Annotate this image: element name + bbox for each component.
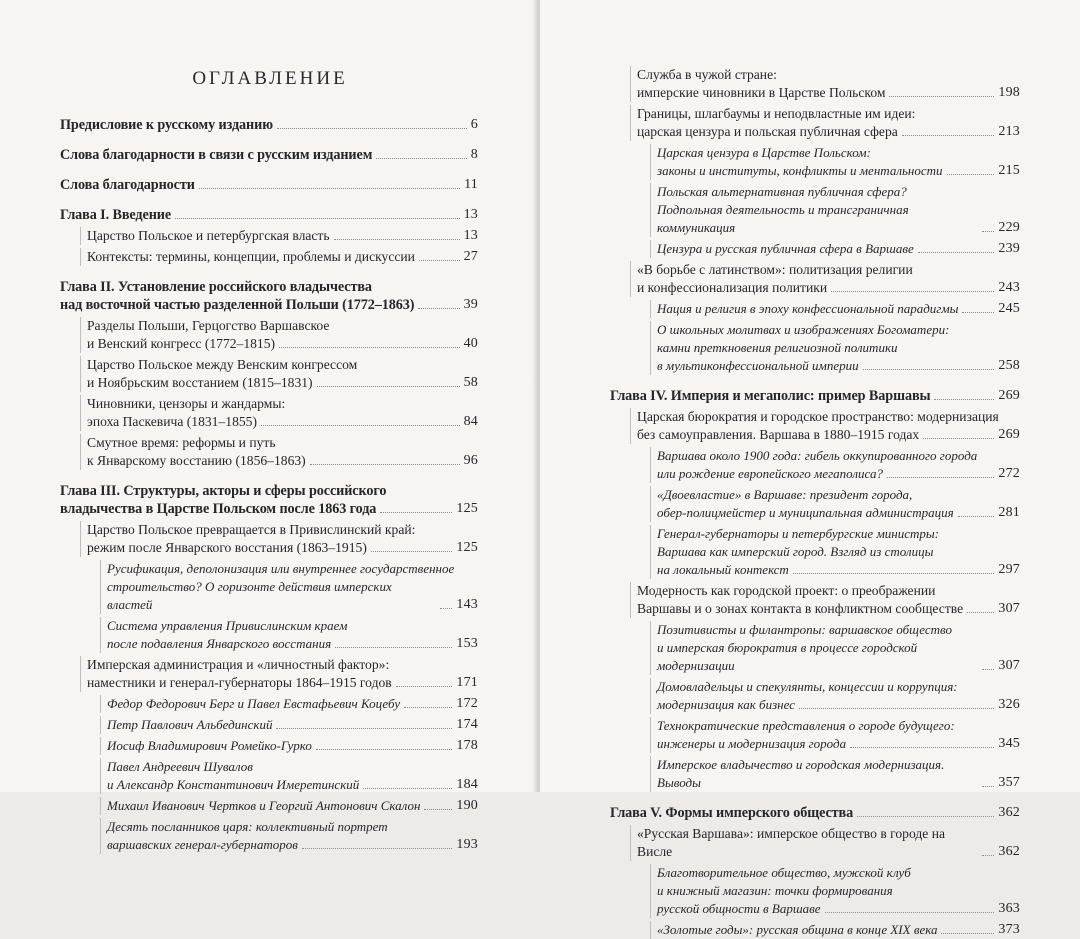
toc-entry-level-3[interactable] <box>650 240 1020 258</box>
dot-leader <box>962 311 994 313</box>
toc-spacer <box>60 266 478 278</box>
toc-entry-title: Нация и религия в эпоху конфессиональной парадигмы <box>657 301 959 316</box>
toc-entry-title: в мультиконфессиональной империи <box>657 358 859 373</box>
toc-page-number: 373 <box>998 922 1020 937</box>
toc-entry-level-1[interactable] <box>610 387 1020 405</box>
dot-leader <box>850 746 994 748</box>
toc-entry-title: Домовладельцы и спекулянты, концессии и коррупция: <box>657 679 958 694</box>
toc-entry-level-1[interactable] <box>610 804 1020 822</box>
toc-entry-level-1[interactable] <box>60 176 478 194</box>
toc-page-number: 8 <box>470 147 478 162</box>
toc-entry-level-3[interactable] <box>650 678 1020 714</box>
toc-entry-title: эпоха Паскевича (1831–1855) <box>87 414 257 429</box>
toc-page-number: 172 <box>456 696 478 711</box>
toc-page-number: 174 <box>456 717 478 732</box>
toc-entry-title: «Золотые годы»: русская община в конце XIX века <box>657 922 938 937</box>
dot-leader <box>277 127 467 129</box>
toc-page-number: 13 <box>463 228 478 243</box>
toc-page-number: 13 <box>463 207 478 222</box>
dot-leader <box>889 95 994 97</box>
toc-entry-title: Глава IV. Империя и мегаполис: пример Варшавы <box>610 388 931 404</box>
toc-list-left <box>60 116 478 854</box>
toc-page-number: 143 <box>456 597 478 612</box>
dot-leader <box>334 238 460 240</box>
toc-entry-level-3[interactable] <box>650 525 1020 579</box>
toc-entry-title: на локальный контекст <box>657 562 789 577</box>
toc-page-number: 258 <box>998 358 1020 373</box>
dot-leader <box>302 847 452 849</box>
dot-leader <box>175 217 460 219</box>
toc-entry-title: и Ноябрьским восстанием (1815–1831) <box>87 375 313 390</box>
toc-entry-level-3[interactable] <box>650 921 1020 939</box>
dot-leader <box>440 607 452 609</box>
toc-entry-level-3[interactable] <box>100 737 478 755</box>
toc-page-number: 198 <box>998 85 1020 100</box>
toc-page-number: 96 <box>463 453 478 468</box>
dot-leader <box>982 668 994 670</box>
dot-leader <box>418 307 459 309</box>
toc-entry-level-1[interactable] <box>60 278 478 314</box>
toc-spacer <box>60 164 478 176</box>
toc-entry-title: Царство Польское и петербургская власть <box>87 228 330 243</box>
toc-entry-title: Генерал-губернаторы и петербургские министры: <box>657 526 939 541</box>
toc-page-number: 272 <box>998 466 1020 481</box>
toc-entry-level-1[interactable] <box>60 206 478 224</box>
toc-entry-level-2[interactable] <box>80 521 478 557</box>
toc-entry-title: Разделы Польши, Герцогство Варшавское <box>87 318 330 333</box>
toc-entry-level-3[interactable] <box>650 756 1020 792</box>
toc-page-number: 269 <box>998 388 1020 403</box>
toc-entry-title: или рождение европейского мегаполиса? <box>657 466 883 481</box>
toc-page-number: 307 <box>998 601 1020 616</box>
dot-leader <box>887 476 994 478</box>
toc-entry-title: Михаил Иванович Чертков и Георгий Антонович Скалон <box>107 798 421 813</box>
toc-entry-title: и Александр Константинович Имеретинский <box>107 777 360 792</box>
toc-entry-title: над восточной частью разделенной Польши (1772–1863) <box>60 297 415 313</box>
toc-page-number: 357 <box>998 775 1020 790</box>
dot-leader <box>419 259 460 261</box>
toc-heading: ОГЛАВЛЕНИЕ <box>192 68 348 89</box>
dot-leader <box>261 424 460 426</box>
toc-entry-title: Иосиф Владимирович Ромейко-Гурко <box>107 738 312 753</box>
toc-page-number: 184 <box>456 777 478 792</box>
toc-entry-title: Имперское владычество и городская модернизация. Выводы <box>657 757 945 790</box>
toc-entry-level-2[interactable] <box>630 66 1020 102</box>
toc-entry-level-2[interactable] <box>80 395 478 431</box>
toc-spacer <box>610 375 1020 387</box>
toc-entry-title: Служба в чужой стране: <box>637 67 777 82</box>
dot-leader <box>923 437 994 439</box>
toc-page-number: 245 <box>998 301 1020 316</box>
dot-leader <box>424 808 452 810</box>
toc-page-number: 27 <box>463 249 478 264</box>
toc-entry-level-3[interactable] <box>650 864 1020 918</box>
toc-page-number: 58 <box>463 375 478 390</box>
toc-entry-title: Технократические представления о городе будущего: <box>657 718 955 733</box>
toc-entry-title: Десять посланников царя: коллективный портрет <box>107 819 388 834</box>
toc-entry-title: к Январскому восстанию (1856–1863) <box>87 453 306 468</box>
toc-entry-title: Цензура и русская публичная сфера в Варшаве <box>657 241 914 256</box>
toc-entry-title: обер-полицмейстер и муниципальная администрация <box>657 505 954 520</box>
toc-entry-title: Глава III. Структуры, акторы и сферы российского <box>60 483 387 499</box>
dot-leader <box>982 230 994 232</box>
toc-entry-title: Глава II. Установление российского владычества <box>60 279 372 295</box>
toc-entry-title: Чиновники, цензоры и жандармы: <box>87 396 286 411</box>
dot-leader <box>317 385 460 387</box>
toc-entry-level-2[interactable] <box>630 261 1020 297</box>
toc-entry-level-1[interactable] <box>60 146 478 164</box>
toc-entry-title: Царство Польское превращается в Привислинский край: <box>87 522 416 537</box>
toc-entry-level-3[interactable] <box>100 560 478 614</box>
toc-entry-title: Границы, шлагбаумы и неподвластные им идеи: <box>637 106 916 121</box>
toc-page-number: 281 <box>998 505 1020 520</box>
dot-leader <box>316 748 453 750</box>
toc-page-number: 239 <box>998 241 1020 256</box>
dot-leader <box>947 173 995 175</box>
toc-entry-title: Слова благодарности <box>60 177 195 193</box>
dot-leader <box>380 511 452 513</box>
toc-entry-level-2[interactable] <box>80 248 478 266</box>
toc-entry-level-2[interactable] <box>80 656 478 692</box>
toc-entry-title: Система управления Привислинским краем <box>107 618 348 633</box>
dot-leader <box>376 157 467 159</box>
toc-page-number: 171 <box>456 675 478 690</box>
toc-entry-title: режим после Январского восстания (1863–1915) <box>87 540 367 555</box>
toc-entry-level-3[interactable] <box>650 144 1020 180</box>
toc-entry-level-2[interactable] <box>80 434 478 470</box>
toc-page-number: 269 <box>998 427 1020 442</box>
toc-entry-title: имперские чиновники в Царстве Польском <box>637 85 886 100</box>
toc-spacer <box>60 470 478 482</box>
dot-leader <box>371 550 453 552</box>
toc-entry-level-3[interactable] <box>100 716 478 734</box>
toc-entry-title: и Венский конгресс (1772–1815) <box>87 336 276 351</box>
toc-page-number: 6 <box>470 117 478 132</box>
toc-entry-title: Федор Федорович Берг и Павел Евстафьевич Коцебу <box>107 696 401 711</box>
dot-leader <box>863 368 995 370</box>
toc-page-number: 40 <box>463 336 478 351</box>
toc-entry-level-3[interactable] <box>650 321 1020 375</box>
toc-page-number: 345 <box>998 736 1020 751</box>
toc-entry-level-3[interactable] <box>100 797 478 815</box>
toc-page-number: 193 <box>456 837 478 852</box>
toc-entry-title: «В борьбе с латинством»: политизация религии <box>637 262 913 277</box>
toc-entry-title: после подавления Январского восстания <box>107 636 332 651</box>
toc-entry-level-2[interactable] <box>80 317 478 353</box>
toc-entry-title: Модерность как городской проект: о преображении <box>637 583 936 598</box>
toc-entry-title: Царская цензура в Царстве Польском: <box>657 145 871 160</box>
dot-leader <box>967 611 994 613</box>
toc-entry-title: Царская бюрократия и городское пространство: модернизация <box>637 409 999 424</box>
toc-entry-level-3[interactable] <box>650 183 1020 237</box>
toc-entry-level-3[interactable] <box>100 818 478 854</box>
toc-entry-title: русской общности в Варшаве <box>657 901 821 916</box>
toc-entry-title: Контексты: термины, концепции, проблемы и дискуссии <box>87 249 415 264</box>
dot-leader <box>934 398 994 400</box>
dot-leader <box>799 707 994 709</box>
toc-entry-title: Глава V. Формы имперского общества <box>610 805 854 821</box>
toc-spacer <box>610 792 1020 804</box>
toc-entry-title: Варшава около 1900 года: гибель оккупированного города <box>657 448 978 463</box>
dot-leader <box>396 685 453 687</box>
toc-entry-title: варшавских генерал-губернаторов <box>107 837 298 852</box>
dot-leader <box>310 463 460 465</box>
dot-leader <box>941 932 994 934</box>
toc-entry-level-3[interactable] <box>100 758 478 794</box>
toc-entry-title: Глава I. Введение <box>60 207 172 223</box>
dot-leader <box>335 646 452 648</box>
toc-page-number: 125 <box>456 540 478 555</box>
dot-leader <box>902 134 995 136</box>
toc-entry-title: Польская альтернативная публичная сфера? <box>657 184 907 199</box>
toc-entry-title: Варшава как имперский город. Взгляд из столицы <box>657 544 934 559</box>
dot-leader <box>918 251 995 253</box>
toc-entry-level-1[interactable] <box>60 482 478 518</box>
toc-entry-title: Имперская администрация и «личностный фактор»: <box>87 657 390 672</box>
dot-leader <box>982 854 994 856</box>
toc-entry-level-3[interactable] <box>650 486 1020 522</box>
toc-entry-title: Подпольная деятельность и трансграничная коммуникация <box>657 202 909 235</box>
toc-entry-title: и книжный магазин: точки формирования <box>657 883 893 898</box>
toc-entry-title: Смутное время: реформы и путь <box>87 435 276 450</box>
toc-entry-level-2[interactable] <box>630 408 1020 444</box>
toc-entry-level-3[interactable] <box>650 621 1020 675</box>
dot-leader <box>831 290 994 292</box>
toc-entry-level-3[interactable] <box>650 717 1020 753</box>
toc-entry-level-3[interactable] <box>650 447 1020 483</box>
toc-entry-title: царская цензура и польская публичная сфера <box>637 124 898 139</box>
toc-entry-title: «Русская Варшава»: имперское общество в городе на Висле <box>637 826 946 859</box>
toc-entry-level-3[interactable] <box>650 300 1020 318</box>
toc-entry-title: Позитивисты и филантропы: варшавское общество <box>657 622 953 637</box>
dot-leader <box>404 706 452 708</box>
toc-page-number: 11 <box>464 177 478 192</box>
toc-entry-title: Варшавы и о зонах контакта в конфликтном сообществе <box>637 601 964 616</box>
dot-leader <box>825 911 995 913</box>
toc-page-number: 363 <box>998 901 1020 916</box>
toc-page-number: 229 <box>998 220 1020 235</box>
toc-page-number: 84 <box>463 414 478 429</box>
toc-page-number: 362 <box>998 805 1020 820</box>
right-page <box>540 0 1080 937</box>
dot-leader <box>279 346 460 348</box>
toc-spacer <box>60 134 478 146</box>
toc-page-number: 307 <box>998 658 1020 673</box>
dot-leader <box>982 785 994 787</box>
toc-entry-title: строительство? О горизонте действия имперских властей <box>107 579 392 612</box>
toc-page-number: 213 <box>998 124 1020 139</box>
toc-entry-title: Русификация, деполонизация или внутреннее государственное <box>107 561 455 576</box>
toc-entry-level-3[interactable] <box>100 695 478 713</box>
toc-entry-level-2[interactable] <box>630 582 1020 618</box>
toc-list-right <box>610 66 1020 939</box>
left-page <box>0 0 536 852</box>
toc-entry-title: инженеры и модернизация города <box>657 736 847 751</box>
dot-leader <box>793 572 995 574</box>
toc-entry-title: О школьных молитвах и изображениях Богоматери: <box>657 322 950 337</box>
toc-entry-title: и имперская бюрократия в процессе городской модернизации <box>657 640 918 673</box>
toc-entry-title: «Двоевластие» в Варшаве: президент города, <box>657 487 913 502</box>
dot-leader <box>199 187 460 189</box>
toc-page-number: 39 <box>463 297 478 312</box>
toc-entry-level-2[interactable] <box>80 356 478 392</box>
toc-entry-level-1[interactable] <box>60 116 478 134</box>
toc-entry-title: без самоуправления. Варшава в 1880–1915 годах <box>637 427 920 442</box>
toc-page-number: 190 <box>456 798 478 813</box>
dot-leader <box>857 815 994 817</box>
toc-entry-title: наместники и генерал-губернаторы 1864–1915 годов <box>87 675 392 690</box>
toc-entry-level-2[interactable] <box>80 227 478 245</box>
toc-page-number: 153 <box>456 636 478 651</box>
toc-entry-level-2[interactable] <box>630 105 1020 141</box>
toc-page-number: 362 <box>998 844 1020 859</box>
toc-entry-title: законы и институты, конфликты и ментальности <box>657 163 943 178</box>
toc-entry-title: Павел Андреевич Шувалов <box>107 759 253 774</box>
toc-entry-level-3[interactable] <box>100 617 478 653</box>
toc-entry-title: Царство Польское между Венским конгрессом <box>87 357 358 372</box>
dot-leader <box>363 787 452 789</box>
toc-entry-title: Петр Павлович Альбединский <box>107 717 273 732</box>
toc-page-number: 125 <box>456 501 478 516</box>
toc-entry-title: и конфессионализация политики <box>637 280 828 295</box>
toc-page-number: 243 <box>998 280 1020 295</box>
toc-entry-title: владычества в Царстве Польском после 1863 года <box>60 501 377 517</box>
dot-leader <box>276 727 452 729</box>
toc-entry-level-2[interactable] <box>630 825 1020 861</box>
toc-spacer <box>60 194 478 206</box>
toc-entry-title: Слова благодарности в связи с русским изданием <box>60 147 373 163</box>
toc-entry-title: камни преткновения религиозной политики <box>657 340 898 355</box>
toc-page-number: 326 <box>998 697 1020 712</box>
toc-entry-title: модернизация как бизнес <box>657 697 795 712</box>
toc-page-number: 297 <box>998 562 1020 577</box>
toc-entry-title: Предисловие к русскому изданию <box>60 117 273 133</box>
dot-leader <box>958 515 995 517</box>
toc-entry-title: Благотворительное общество, мужской клуб <box>657 865 911 880</box>
toc-page-number: 215 <box>998 163 1020 178</box>
toc-page-number: 178 <box>456 738 478 753</box>
